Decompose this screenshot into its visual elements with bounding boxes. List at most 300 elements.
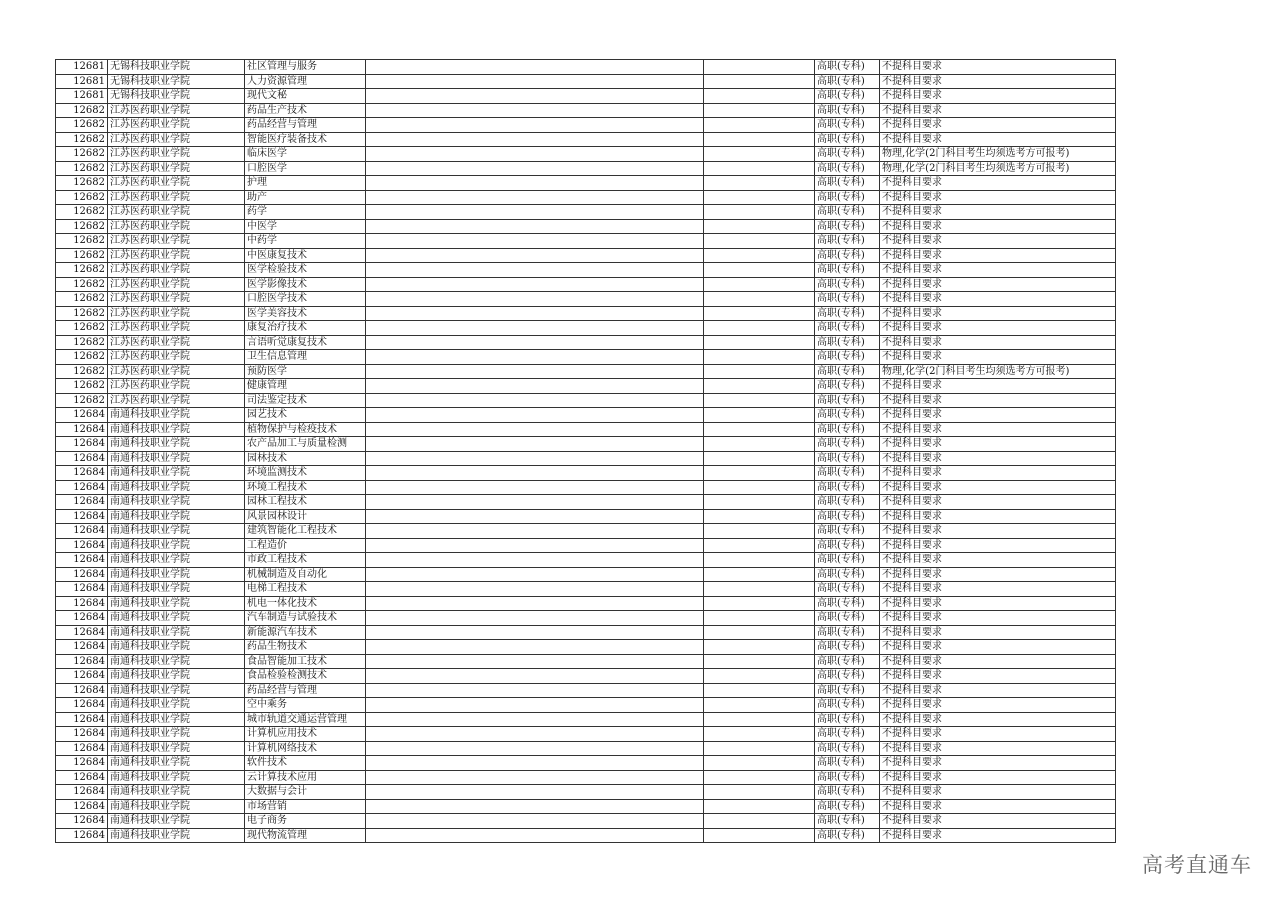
school-name-cell: 南通科技职业学院: [108, 640, 245, 655]
table-row: [56, 306, 1116, 321]
empty-cell: [366, 263, 704, 278]
subject-requirement-cell: 不提科目要求: [880, 698, 1116, 713]
school-name-cell: 江苏医药职业学院: [108, 350, 245, 365]
empty-cell: [704, 596, 815, 611]
level-cell: 高职(专科): [815, 727, 880, 742]
level-cell: 高职(专科): [815, 190, 880, 205]
subject-requirement-cell: 不提科目要求: [880, 335, 1116, 350]
subject-requirement-cell: 不提科目要求: [880, 669, 1116, 684]
level-cell: 高职(专科): [815, 161, 880, 176]
empty-cell: [704, 350, 815, 365]
school-code-cell: 12684: [56, 727, 108, 742]
school-name-cell: 南通科技职业学院: [108, 524, 245, 539]
school-code-cell: 12684: [56, 654, 108, 669]
level-cell: 高职(专科): [815, 814, 880, 829]
level-cell: 高职(专科): [815, 582, 880, 597]
table-row: [56, 118, 1116, 133]
subject-requirement-cell: 不提科目要求: [880, 712, 1116, 727]
table-row: [56, 582, 1116, 597]
table-row: [56, 567, 1116, 582]
school-code-cell: 12682: [56, 248, 108, 263]
school-code-cell: 12681: [56, 60, 108, 75]
table-row: [56, 379, 1116, 394]
empty-cell: [704, 669, 815, 684]
table-row: [56, 132, 1116, 147]
major-name-cell: 新能源汽车技术: [245, 625, 366, 640]
empty-cell: [366, 176, 704, 191]
level-cell: 高职(专科): [815, 567, 880, 582]
table-row: [56, 799, 1116, 814]
school-code-cell: 12684: [56, 538, 108, 553]
subject-requirement-cell: 不提科目要求: [880, 683, 1116, 698]
subject-requirement-cell: 不提科目要求: [880, 814, 1116, 829]
school-name-cell: 南通科技职业学院: [108, 785, 245, 800]
major-name-cell: 食品检验检测技术: [245, 669, 366, 684]
empty-cell: [704, 698, 815, 713]
school-name-cell: 南通科技职业学院: [108, 756, 245, 771]
subject-requirement-cell: 不提科目要求: [880, 596, 1116, 611]
school-code-cell: 12682: [56, 176, 108, 191]
subject-requirement-cell: 不提科目要求: [880, 756, 1116, 771]
school-name-cell: 南通科技职业学院: [108, 814, 245, 829]
level-cell: 高职(专科): [815, 828, 880, 843]
empty-cell: [704, 741, 815, 756]
empty-cell: [704, 277, 815, 292]
level-cell: 高职(专科): [815, 712, 880, 727]
major-name-cell: 临床医学: [245, 147, 366, 162]
empty-cell: [366, 350, 704, 365]
empty-cell: [704, 466, 815, 481]
empty-cell: [704, 60, 815, 75]
subject-requirement-cell: 不提科目要求: [880, 553, 1116, 568]
school-code-cell: 12684: [56, 683, 108, 698]
subject-requirement-cell: 不提科目要求: [880, 74, 1116, 89]
level-cell: 高职(专科): [815, 147, 880, 162]
school-name-cell: 南通科技职业学院: [108, 698, 245, 713]
subject-requirement-cell: 不提科目要求: [880, 408, 1116, 423]
level-cell: 高职(专科): [815, 205, 880, 220]
subject-requirement-cell: 不提科目要求: [880, 611, 1116, 626]
table-row: [56, 248, 1116, 263]
empty-cell: [704, 553, 815, 568]
empty-cell: [704, 248, 815, 263]
table-row: [56, 669, 1116, 684]
school-name-cell: 南通科技职业学院: [108, 828, 245, 843]
subject-requirement-cell: 不提科目要求: [880, 118, 1116, 133]
empty-cell: [366, 785, 704, 800]
school-code-cell: 12684: [56, 799, 108, 814]
empty-cell: [704, 393, 815, 408]
school-name-cell: 南通科技职业学院: [108, 770, 245, 785]
school-name-cell: 无锡科技职业学院: [108, 60, 245, 75]
empty-cell: [366, 364, 704, 379]
level-cell: 高职(专科): [815, 770, 880, 785]
major-name-cell: 园林技术: [245, 451, 366, 466]
table-row: [56, 408, 1116, 423]
empty-cell: [704, 828, 815, 843]
empty-cell: [366, 625, 704, 640]
subject-requirement-cell: 不提科目要求: [880, 176, 1116, 191]
school-code-cell: 12684: [56, 422, 108, 437]
subject-requirement-cell: 物理,化学(2门科目考生均须选考方可报考): [880, 161, 1116, 176]
major-name-cell: 市政工程技术: [245, 553, 366, 568]
table-row: [56, 524, 1116, 539]
empty-cell: [704, 422, 815, 437]
table-row: [56, 770, 1116, 785]
table-row: [56, 205, 1116, 220]
major-name-cell: 风景园林设计: [245, 509, 366, 524]
school-name-cell: 南通科技职业学院: [108, 683, 245, 698]
subject-requirement-cell: 不提科目要求: [880, 292, 1116, 307]
subject-requirement-cell: 不提科目要求: [880, 422, 1116, 437]
major-name-cell: 计算机应用技术: [245, 727, 366, 742]
school-code-cell: 12684: [56, 466, 108, 481]
major-name-cell: 卫生信息管理: [245, 350, 366, 365]
major-name-cell: 城市轨道交通运营管理: [245, 712, 366, 727]
table-row: [56, 437, 1116, 452]
major-name-cell: 言语听觉康复技术: [245, 335, 366, 350]
school-name-cell: 江苏医药职业学院: [108, 263, 245, 278]
school-code-cell: 12684: [56, 582, 108, 597]
school-name-cell: 南通科技职业学院: [108, 538, 245, 553]
level-cell: 高职(专科): [815, 698, 880, 713]
table-row: [56, 828, 1116, 843]
major-name-cell: 工程造价: [245, 538, 366, 553]
table-row: [56, 89, 1116, 104]
empty-cell: [366, 248, 704, 263]
school-code-cell: 12684: [56, 770, 108, 785]
empty-cell: [704, 408, 815, 423]
school-code-cell: 12684: [56, 611, 108, 626]
school-code-cell: 12682: [56, 393, 108, 408]
subject-requirement-cell: 不提科目要求: [880, 799, 1116, 814]
table-row: [56, 219, 1116, 234]
table-row: [56, 451, 1116, 466]
subject-requirement-cell: 不提科目要求: [880, 306, 1116, 321]
school-name-cell: 南通科技职业学院: [108, 480, 245, 495]
table-row: [56, 640, 1116, 655]
table-row: [56, 74, 1116, 89]
empty-cell: [704, 524, 815, 539]
table-row: [56, 350, 1116, 365]
watermark-text: 高考直通车: [1142, 853, 1252, 877]
major-name-cell: 医学美容技术: [245, 306, 366, 321]
level-cell: 高职(专科): [815, 176, 880, 191]
major-name-cell: 园艺技术: [245, 408, 366, 423]
empty-cell: [366, 408, 704, 423]
school-name-cell: 江苏医药职业学院: [108, 205, 245, 220]
school-code-cell: 12682: [56, 234, 108, 249]
subject-requirement-cell: 不提科目要求: [880, 582, 1116, 597]
empty-cell: [366, 538, 704, 553]
school-code-cell: 12682: [56, 118, 108, 133]
empty-cell: [366, 89, 704, 104]
major-name-cell: 智能医疗装备技术: [245, 132, 366, 147]
empty-cell: [366, 770, 704, 785]
level-cell: 高职(专科): [815, 553, 880, 568]
school-code-cell: 12684: [56, 408, 108, 423]
school-name-cell: 南通科技职业学院: [108, 741, 245, 756]
subject-requirement-cell: 不提科目要求: [880, 234, 1116, 249]
school-name-cell: 南通科技职业学院: [108, 654, 245, 669]
table-row: [56, 741, 1116, 756]
major-name-cell: 预防医学: [245, 364, 366, 379]
table-row: [56, 422, 1116, 437]
table-row: [56, 495, 1116, 510]
level-cell: 高职(专科): [815, 611, 880, 626]
school-code-cell: 12684: [56, 524, 108, 539]
table-row: [56, 480, 1116, 495]
empty-cell: [366, 567, 704, 582]
empty-cell: [704, 654, 815, 669]
school-name-cell: 南通科技职业学院: [108, 495, 245, 510]
table-row: [56, 393, 1116, 408]
table-row: [56, 103, 1116, 118]
school-code-cell: 12682: [56, 147, 108, 162]
level-cell: 高职(专科): [815, 263, 880, 278]
empty-cell: [366, 698, 704, 713]
major-name-cell: 口腔医学: [245, 161, 366, 176]
school-code-cell: 12684: [56, 712, 108, 727]
school-name-cell: 南通科技职业学院: [108, 625, 245, 640]
major-name-cell: 计算机网络技术: [245, 741, 366, 756]
empty-cell: [704, 321, 815, 336]
level-cell: 高职(专科): [815, 103, 880, 118]
empty-cell: [366, 582, 704, 597]
empty-cell: [704, 437, 815, 452]
subject-requirement-cell: 不提科目要求: [880, 190, 1116, 205]
school-name-cell: 江苏医药职业学院: [108, 321, 245, 336]
table-row: [56, 785, 1116, 800]
school-code-cell: 12682: [56, 263, 108, 278]
school-code-cell: 12684: [56, 437, 108, 452]
empty-cell: [704, 234, 815, 249]
table-row: [56, 263, 1116, 278]
subject-requirement-cell: 不提科目要求: [880, 277, 1116, 292]
empty-cell: [704, 480, 815, 495]
school-name-cell: 南通科技职业学院: [108, 727, 245, 742]
level-cell: 高职(专科): [815, 321, 880, 336]
school-code-cell: 12684: [56, 495, 108, 510]
school-code-cell: 12682: [56, 350, 108, 365]
major-name-cell: 中医康复技术: [245, 248, 366, 263]
school-name-cell: 南通科技职业学院: [108, 466, 245, 481]
major-name-cell: 人力资源管理: [245, 74, 366, 89]
level-cell: 高职(专科): [815, 509, 880, 524]
empty-cell: [704, 364, 815, 379]
level-cell: 高职(专科): [815, 219, 880, 234]
empty-cell: [366, 654, 704, 669]
empty-cell: [366, 828, 704, 843]
empty-cell: [704, 147, 815, 162]
school-code-cell: 12682: [56, 132, 108, 147]
level-cell: 高职(专科): [815, 524, 880, 539]
school-name-cell: 江苏医药职业学院: [108, 161, 245, 176]
empty-cell: [704, 756, 815, 771]
major-name-cell: 现代文秘: [245, 89, 366, 104]
school-code-cell: 12684: [56, 698, 108, 713]
subject-requirement-cell: 不提科目要求: [880, 538, 1116, 553]
empty-cell: [366, 524, 704, 539]
school-name-cell: 南通科技职业学院: [108, 553, 245, 568]
subject-requirement-cell: 不提科目要求: [880, 741, 1116, 756]
level-cell: 高职(专科): [815, 654, 880, 669]
school-code-cell: 12681: [56, 74, 108, 89]
major-name-cell: 电梯工程技术: [245, 582, 366, 597]
school-name-cell: 南通科技职业学院: [108, 408, 245, 423]
school-name-cell: 江苏医药职业学院: [108, 277, 245, 292]
empty-cell: [366, 132, 704, 147]
table-row: [56, 727, 1116, 742]
school-name-cell: 南通科技职业学院: [108, 422, 245, 437]
empty-cell: [704, 263, 815, 278]
school-code-cell: 12684: [56, 828, 108, 843]
empty-cell: [704, 190, 815, 205]
major-name-cell: 药品生产技术: [245, 103, 366, 118]
level-cell: 高职(专科): [815, 625, 880, 640]
school-code-cell: 12682: [56, 103, 108, 118]
empty-cell: [366, 292, 704, 307]
subject-requirement-cell: 不提科目要求: [880, 828, 1116, 843]
subject-requirement-cell: 不提科目要求: [880, 205, 1116, 220]
empty-cell: [366, 393, 704, 408]
school-code-cell: 12682: [56, 219, 108, 234]
empty-cell: [366, 553, 704, 568]
school-name-cell: 无锡科技职业学院: [108, 89, 245, 104]
empty-cell: [366, 669, 704, 684]
table-row: [56, 466, 1116, 481]
empty-cell: [704, 582, 815, 597]
subject-requirement-cell: 不提科目要求: [880, 495, 1116, 510]
level-cell: 高职(专科): [815, 379, 880, 394]
school-code-cell: 12682: [56, 205, 108, 220]
level-cell: 高职(专科): [815, 596, 880, 611]
level-cell: 高职(专科): [815, 393, 880, 408]
empty-cell: [704, 538, 815, 553]
school-name-cell: 江苏医药职业学院: [108, 132, 245, 147]
level-cell: 高职(专科): [815, 495, 880, 510]
empty-cell: [366, 799, 704, 814]
table-row: [56, 147, 1116, 162]
level-cell: 高职(专科): [815, 277, 880, 292]
empty-cell: [704, 814, 815, 829]
level-cell: 高职(专科): [815, 132, 880, 147]
school-code-cell: 12682: [56, 364, 108, 379]
level-cell: 高职(专科): [815, 683, 880, 698]
level-cell: 高职(专科): [815, 538, 880, 553]
empty-cell: [704, 770, 815, 785]
empty-cell: [704, 379, 815, 394]
empty-cell: [704, 611, 815, 626]
school-name-cell: 南通科技职业学院: [108, 451, 245, 466]
subject-requirement-cell: 不提科目要求: [880, 480, 1116, 495]
subject-requirement-cell: 不提科目要求: [880, 132, 1116, 147]
empty-cell: [704, 712, 815, 727]
school-code-cell: 12681: [56, 89, 108, 104]
major-name-cell: 健康管理: [245, 379, 366, 394]
empty-cell: [366, 306, 704, 321]
table-row: [56, 756, 1116, 771]
school-code-cell: 12682: [56, 277, 108, 292]
level-cell: 高职(专科): [815, 756, 880, 771]
table-row: [56, 596, 1116, 611]
subject-requirement-cell: 不提科目要求: [880, 770, 1116, 785]
subject-requirement-cell: 不提科目要求: [880, 785, 1116, 800]
school-name-cell: 江苏医药职业学院: [108, 234, 245, 249]
major-name-cell: 医学影像技术: [245, 277, 366, 292]
major-name-cell: 机械制造及自动化: [245, 567, 366, 582]
major-name-cell: 园林工程技术: [245, 495, 366, 510]
table-row: [56, 335, 1116, 350]
table-row: [56, 611, 1116, 626]
major-name-cell: 农产品加工与质量检测: [245, 437, 366, 452]
school-name-cell: 江苏医药职业学院: [108, 219, 245, 234]
school-name-cell: 江苏医药职业学院: [108, 335, 245, 350]
empty-cell: [704, 683, 815, 698]
level-cell: 高职(专科): [815, 335, 880, 350]
level-cell: 高职(专科): [815, 248, 880, 263]
level-cell: 高职(专科): [815, 741, 880, 756]
level-cell: 高职(专科): [815, 480, 880, 495]
level-cell: 高职(专科): [815, 451, 880, 466]
major-name-cell: 药品经营与管理: [245, 118, 366, 133]
empty-cell: [704, 509, 815, 524]
table-row: [56, 654, 1116, 669]
school-code-cell: 12684: [56, 756, 108, 771]
subject-requirement-cell: 不提科目要求: [880, 219, 1116, 234]
empty-cell: [704, 118, 815, 133]
major-name-cell: 云计算技术应用: [245, 770, 366, 785]
major-name-cell: 社区管理与服务: [245, 60, 366, 75]
empty-cell: [704, 495, 815, 510]
major-name-cell: 环境工程技术: [245, 480, 366, 495]
school-name-cell: 江苏医药职业学院: [108, 292, 245, 307]
empty-cell: [704, 161, 815, 176]
major-name-cell: 机电一体化技术: [245, 596, 366, 611]
table-row: [56, 364, 1116, 379]
level-cell: 高职(专科): [815, 785, 880, 800]
empty-cell: [704, 306, 815, 321]
empty-cell: [366, 741, 704, 756]
school-name-cell: 南通科技职业学院: [108, 582, 245, 597]
level-cell: 高职(专科): [815, 292, 880, 307]
empty-cell: [366, 161, 704, 176]
school-code-cell: 12684: [56, 553, 108, 568]
school-code-cell: 12682: [56, 321, 108, 336]
level-cell: 高职(专科): [815, 466, 880, 481]
empty-cell: [366, 712, 704, 727]
level-cell: 高职(专科): [815, 364, 880, 379]
level-cell: 高职(专科): [815, 669, 880, 684]
subject-requirement-cell: 不提科目要求: [880, 509, 1116, 524]
empty-cell: [366, 683, 704, 698]
empty-cell: [704, 727, 815, 742]
subject-requirement-cell: 不提科目要求: [880, 451, 1116, 466]
major-name-cell: 医学检验技术: [245, 263, 366, 278]
empty-cell: [366, 451, 704, 466]
subject-requirement-cell: 不提科目要求: [880, 60, 1116, 75]
table-row: [56, 161, 1116, 176]
major-name-cell: 植物保护与检疫技术: [245, 422, 366, 437]
school-code-cell: 12684: [56, 567, 108, 582]
subject-requirement-cell: 不提科目要求: [880, 625, 1116, 640]
school-name-cell: 江苏医药职业学院: [108, 364, 245, 379]
empty-cell: [366, 466, 704, 481]
empty-cell: [366, 277, 704, 292]
school-name-cell: 南通科技职业学院: [108, 437, 245, 452]
school-code-cell: 12682: [56, 292, 108, 307]
empty-cell: [366, 422, 704, 437]
